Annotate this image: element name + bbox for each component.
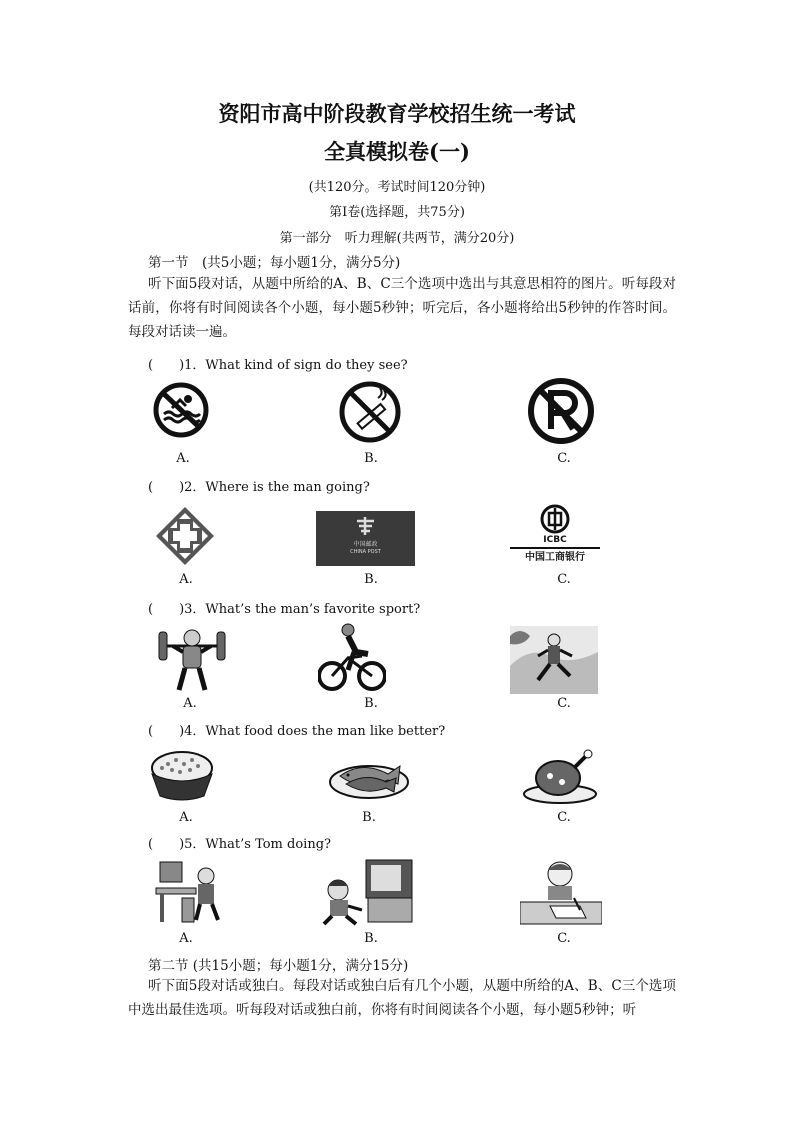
- q2-option-c[interactable]: C.: [557, 572, 571, 587]
- question-text: What’s the man’s favorite sport?: [205, 602, 421, 617]
- part-heading: 第一部分 听力理解(共两节，满分20分): [279, 231, 515, 246]
- q5-option-a[interactable]: A.: [179, 931, 193, 946]
- icbc-cn: 中国工商银行: [525, 552, 585, 563]
- volume-heading: 第Ⅰ卷(选择题，共75分): [329, 205, 465, 220]
- section2-instructions: 听下面5段对话或独白。每段对话或独白后有几个小题，从题中所给的A、B、C三个选项中选出最佳选项。听每段对话或独白前，你将有时间阅读各个小题，每小题5秒钟；听: [128, 978, 676, 1018]
- q3-option-a[interactable]: A.: [183, 696, 197, 711]
- answer-blank[interactable]: ( )5．: [148, 837, 206, 852]
- icbc-logo[interactable]: [510, 504, 600, 570]
- q1-option-c[interactable]: C.: [557, 451, 571, 466]
- q5-option-c[interactable]: C.: [557, 931, 571, 946]
- writing-boy-icon[interactable]: [520, 858, 602, 928]
- fish-dish-icon[interactable]: [328, 750, 410, 802]
- question-1: [148, 354, 408, 373]
- answer-blank[interactable]: ( )1．: [148, 358, 206, 373]
- q4-option-a[interactable]: A.: [179, 810, 193, 825]
- question-4: [148, 720, 445, 739]
- exam-subtitle: 全真模拟卷(一): [324, 139, 470, 164]
- answer-blank[interactable]: ( )2．: [148, 480, 206, 495]
- answer-blank[interactable]: ( )3．: [148, 602, 206, 617]
- question-text: What kind of sign do they see?: [205, 358, 408, 373]
- q3-option-b[interactable]: B.: [364, 696, 378, 711]
- no-parking-icon[interactable]: [525, 377, 597, 445]
- q2-option-b[interactable]: B.: [364, 572, 378, 587]
- section1-heading: 第一节 (共5小题；每小题1分，满分5分): [148, 255, 401, 271]
- question-3: [148, 598, 420, 617]
- china-post-en: CHINA POST: [350, 549, 381, 555]
- no-swimming-icon[interactable]: [150, 380, 212, 440]
- question-text: What food does the man like better?: [205, 724, 446, 739]
- q1-option-b[interactable]: B.: [364, 451, 378, 466]
- china-post-cn: 中国邮政: [353, 541, 378, 548]
- q4-option-b[interactable]: B.: [362, 810, 376, 825]
- section1-instructions: 听下面5段对话，从题中所给的A、B、C三个选项中选出与其意思相符的图片。听每段对话前，你将有时间阅读各个小题，每小题5秒钟；听完后，各小题将给出5秒钟的作答时间。每段对话读一遍。: [128, 276, 676, 340]
- weightlifting-icon[interactable]: [157, 624, 227, 696]
- rice-bowl-icon[interactable]: [148, 748, 216, 804]
- question-text: Where is the man going?: [205, 480, 370, 495]
- q4-option-c[interactable]: C.: [557, 810, 571, 825]
- q2-option-a[interactable]: A.: [179, 572, 193, 587]
- section2-heading: 第二节 (共15小题；每小题1分，满分15分): [148, 958, 409, 974]
- q3-option-c[interactable]: C.: [557, 696, 571, 711]
- answer-blank[interactable]: ( )4．: [148, 724, 206, 739]
- score-info: (共120分。考试时间120分钟): [308, 180, 486, 195]
- icbc-en: ICBC: [543, 535, 567, 545]
- china-post-logo[interactable]: [316, 511, 415, 566]
- q5-option-b[interactable]: B.: [364, 931, 378, 946]
- question-2: [148, 476, 370, 495]
- q1-option-a[interactable]: A.: [176, 451, 190, 466]
- hospital-cross-icon[interactable]: [154, 505, 216, 567]
- question-text: What’s Tom doing?: [205, 837, 331, 852]
- cycling-icon[interactable]: [318, 622, 386, 694]
- computer-boy-icon[interactable]: [152, 858, 228, 926]
- no-smoking-icon[interactable]: [336, 380, 404, 444]
- question-5: [148, 833, 331, 852]
- watching-tv-icon[interactable]: [320, 858, 418, 928]
- roast-chicken-icon[interactable]: [522, 746, 598, 804]
- running-icon[interactable]: [510, 626, 598, 694]
- exam-title: 资阳市高中阶段教育学校招生统一考试: [218, 101, 576, 126]
